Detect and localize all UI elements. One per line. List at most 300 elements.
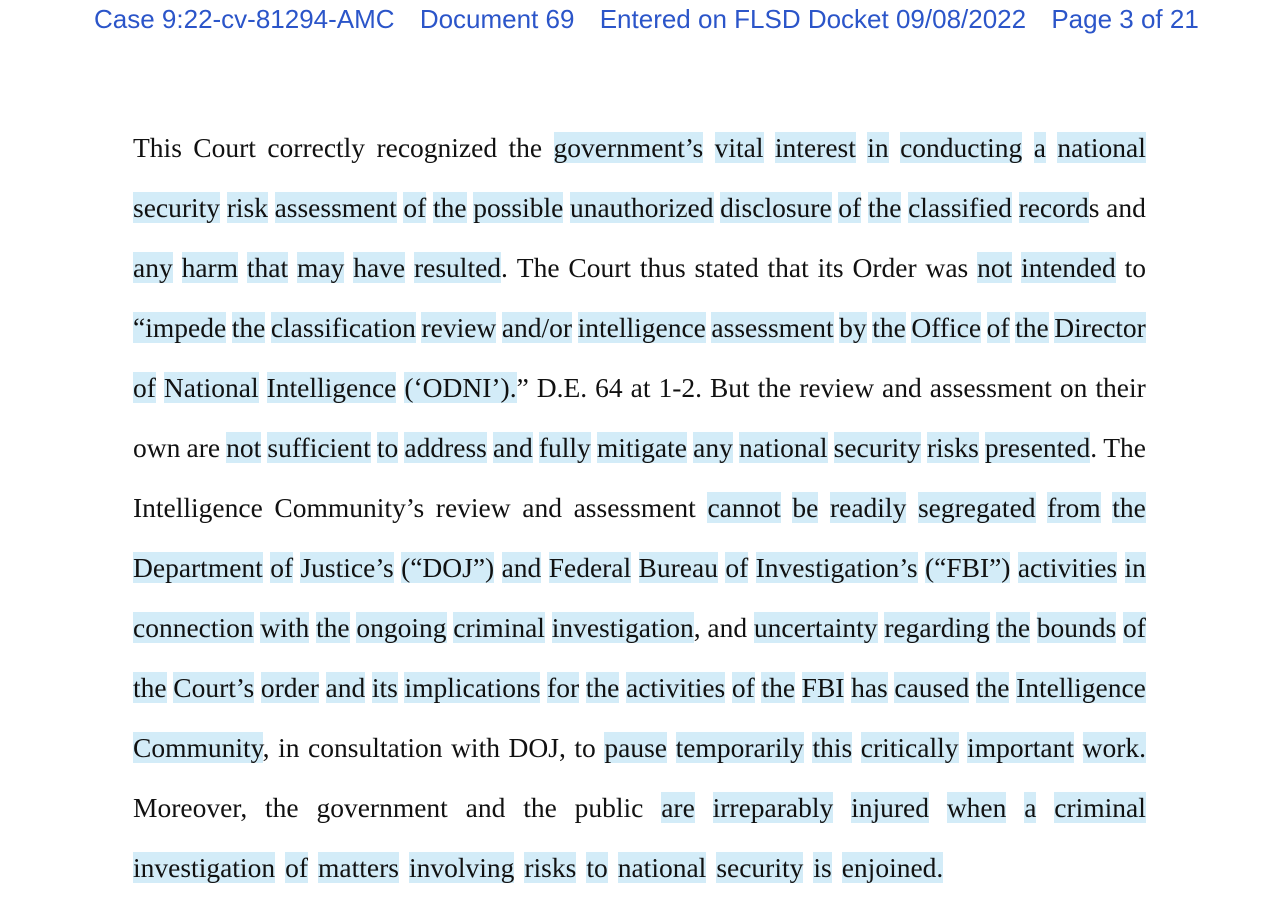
highlighted-text: important — [967, 732, 1075, 763]
word — [977, 238, 1012, 298]
word — [1057, 118, 1146, 178]
word — [1047, 478, 1100, 538]
word — [597, 418, 687, 478]
plain-text: thus — [639, 252, 686, 283]
word — [232, 298, 266, 358]
highlighted-text: is — [813, 852, 832, 883]
text-line — [133, 778, 1146, 838]
highlighted-text: assessment — [274, 192, 397, 223]
highlighted-text: Department — [133, 552, 263, 583]
word — [851, 778, 929, 838]
highlighted-text: classified — [908, 192, 1012, 223]
text-line — [133, 238, 1146, 298]
word — [524, 838, 576, 898]
word — [549, 538, 631, 598]
highlighted-text: and — [501, 552, 542, 583]
word — [376, 118, 497, 178]
word — [466, 778, 506, 838]
word — [925, 538, 1011, 598]
plain-text: their — [1095, 372, 1146, 403]
highlighted-text: temporarily — [675, 732, 804, 763]
plain-text: on — [1059, 372, 1088, 403]
word — [661, 778, 695, 838]
highlighted-text: and/or — [501, 312, 573, 343]
highlighted-text: activities — [625, 672, 726, 703]
word — [1015, 298, 1049, 358]
highlighted-text: uncertainty — [753, 612, 878, 643]
highlighted-text: irreparably — [712, 792, 834, 823]
word — [261, 658, 319, 718]
highlighted-text: its — [371, 672, 398, 703]
word — [676, 718, 804, 778]
docket-header — [94, 2, 1244, 36]
word — [133, 358, 156, 418]
word — [539, 418, 591, 478]
word — [930, 358, 1052, 418]
word — [193, 118, 256, 178]
highlighted-text: national — [617, 852, 707, 883]
highlighted-text: enjoined. — [841, 852, 944, 883]
highlighted-text: the — [872, 312, 906, 343]
plain-text: public — [574, 792, 644, 823]
body-paragraph — [133, 118, 1146, 898]
highlighted-text: Intelligence — [266, 372, 397, 403]
highlighted-text: intelligence — [577, 312, 706, 343]
highlighted-text: harm — [181, 252, 239, 283]
plain-text: was — [925, 252, 969, 283]
highlighted-text: the — [133, 672, 167, 703]
plain-text: that — [767, 252, 809, 283]
word — [267, 358, 397, 418]
highlighted-text: bounds — [1036, 612, 1117, 643]
highlighted-text: government’s — [553, 132, 704, 163]
word — [401, 538, 494, 598]
word — [326, 658, 366, 718]
word — [133, 478, 263, 538]
word — [799, 358, 874, 418]
case-number: Case 9:22-cv-81294-AMC — [94, 4, 395, 34]
highlighted-text: by — [839, 312, 867, 343]
word — [813, 838, 831, 898]
highlighted-text: review — [421, 312, 497, 343]
highlighted-text: FBI — [801, 672, 845, 703]
highlighted-text: not — [226, 432, 262, 463]
plain-text: and — [1106, 192, 1146, 223]
plain-text: Court — [193, 132, 256, 163]
word — [451, 718, 500, 778]
word — [775, 118, 856, 178]
plain-text: and — [707, 612, 748, 643]
word — [586, 838, 607, 898]
plain-text: assessment — [573, 492, 696, 523]
highlighted-text: possible — [473, 192, 564, 223]
word — [574, 718, 595, 778]
highlighted-text: that — [246, 252, 289, 283]
word — [421, 298, 496, 358]
word — [356, 598, 446, 658]
highlighted-text: the — [432, 192, 467, 223]
plain-text: But — [709, 372, 750, 403]
word — [725, 538, 748, 598]
text-line — [133, 598, 1146, 658]
word — [436, 478, 511, 538]
word — [278, 718, 299, 778]
highlighted-text: of — [285, 852, 308, 883]
word — [316, 598, 350, 658]
word — [537, 358, 587, 418]
word — [715, 118, 764, 178]
plain-text: are — [186, 432, 221, 463]
word — [133, 538, 263, 598]
word — [453, 598, 545, 658]
highlighted-text: resulted — [413, 252, 502, 283]
highlighted-text: of — [1123, 612, 1146, 643]
word — [812, 718, 852, 778]
highlighted-text: risk — [226, 192, 268, 223]
plain-text: and — [522, 492, 562, 523]
text-line — [133, 538, 1146, 598]
plain-text: own — [133, 432, 181, 463]
word — [693, 418, 733, 478]
highlighted-text: have — [353, 252, 406, 283]
word — [792, 478, 818, 538]
highlighted-text: (‘ODNI’). — [404, 372, 517, 403]
plain-text: government — [316, 792, 448, 823]
highlighted-text: implications — [404, 672, 541, 703]
plain-text: Order — [852, 252, 917, 283]
highlighted-text: criminal — [1054, 792, 1146, 823]
word — [695, 238, 759, 298]
plain-text: correctly — [267, 132, 366, 163]
highlighted-text: in — [867, 132, 889, 163]
word — [547, 658, 579, 718]
word — [570, 178, 714, 238]
plain-text: The — [1103, 432, 1146, 463]
highlighted-text: intended — [1021, 252, 1116, 283]
plain-text: at — [630, 372, 651, 403]
highlighted-text: a — [1033, 132, 1046, 163]
word — [133, 418, 180, 478]
plain-text: the — [508, 132, 543, 163]
highlighted-text: the — [1112, 492, 1146, 523]
word — [300, 538, 393, 598]
plain-text: to — [574, 732, 596, 763]
plain-text: its — [817, 252, 844, 283]
highlighted-text: the — [1015, 312, 1049, 343]
highlighted-text: in — [1124, 552, 1146, 583]
word — [173, 658, 254, 718]
text-line — [133, 298, 1146, 358]
word — [839, 298, 867, 358]
plain-text: This — [133, 132, 182, 163]
highlighted-text: classification — [270, 312, 416, 343]
word — [716, 838, 803, 898]
word — [133, 238, 173, 298]
highlighted-text: are — [661, 792, 695, 823]
highlighted-text: Bureau — [638, 552, 718, 583]
highlighted-text: National — [163, 372, 259, 403]
word — [574, 478, 696, 538]
word — [552, 598, 701, 658]
word — [987, 298, 1010, 358]
word — [267, 118, 365, 178]
plain-text: in — [278, 732, 300, 763]
word — [133, 298, 226, 358]
highlighted-text: sufficient — [267, 432, 371, 463]
highlighted-text: unauthorized — [569, 192, 714, 223]
text-line — [133, 358, 1146, 418]
word — [133, 718, 270, 778]
word — [830, 478, 906, 538]
word — [626, 658, 725, 718]
word — [403, 178, 426, 238]
highlighted-text: Court’s — [173, 672, 255, 703]
highlighted-text: conducting — [900, 132, 1023, 163]
word — [867, 118, 888, 178]
highlighted-text: the — [761, 672, 796, 703]
highlighted-text: investigation — [133, 852, 276, 883]
highlighted-text: any — [693, 432, 733, 463]
word — [1054, 298, 1146, 358]
plain-text: D.E. — [536, 372, 588, 403]
word — [578, 298, 706, 358]
word — [377, 418, 398, 478]
word — [631, 358, 651, 418]
word — [522, 478, 562, 538]
highlighted-text: injured — [851, 792, 929, 823]
word — [732, 658, 755, 718]
word — [575, 778, 644, 838]
highlighted-text: readily — [829, 492, 907, 523]
word — [509, 118, 543, 178]
plain-text: . — [501, 252, 508, 283]
word — [270, 538, 293, 598]
highlighted-text: fully — [538, 432, 591, 463]
highlighted-text: security — [133, 192, 221, 223]
text-line — [133, 418, 1146, 478]
plain-text: s — [1088, 192, 1100, 223]
word — [720, 178, 832, 238]
word — [985, 418, 1097, 478]
highlighted-text: national — [738, 432, 828, 463]
plain-text: The — [516, 252, 560, 283]
word — [164, 358, 259, 418]
highlighted-text: and — [492, 432, 533, 463]
word — [852, 238, 916, 298]
plain-text: Court — [568, 252, 632, 283]
highlighted-text: of — [725, 552, 749, 583]
word — [554, 118, 704, 178]
word — [316, 778, 447, 838]
word — [976, 658, 1010, 718]
highlighted-text: involving — [408, 852, 515, 883]
plain-text: Moreover, — [133, 792, 248, 823]
highlighted-text: Federal — [548, 552, 632, 583]
word — [1024, 778, 1036, 838]
highlighted-text: the — [231, 312, 266, 343]
plain-text: 1-2. — [658, 372, 702, 403]
word — [133, 778, 247, 838]
word — [274, 478, 424, 538]
word — [894, 658, 969, 718]
highlighted-text: not — [977, 252, 1013, 283]
highlighted-text: Justice’s — [300, 552, 394, 583]
word — [133, 598, 254, 658]
plain-text: stated — [694, 252, 759, 283]
word — [739, 418, 828, 478]
highlighted-text: has — [851, 672, 888, 703]
plain-text: , — [262, 732, 270, 763]
highlighted-text: interest — [774, 132, 856, 163]
word — [260, 598, 309, 658]
highlighted-text: criminal — [453, 612, 545, 643]
word — [1037, 598, 1116, 658]
highlighted-text: critically — [860, 732, 959, 763]
plain-text: the — [523, 792, 557, 823]
highlighted-text: disclosure — [720, 192, 832, 223]
highlighted-text: of — [986, 312, 1010, 343]
highlighted-text: “impede — [133, 312, 227, 343]
highlighted-text: and — [325, 672, 366, 703]
highlighted-text: to — [586, 852, 608, 883]
highlighted-text: from — [1047, 492, 1101, 523]
highlighted-text: security — [833, 432, 921, 463]
highlighted-text: of — [731, 672, 755, 703]
word — [861, 718, 959, 778]
word — [1021, 238, 1116, 298]
highlighted-text: of — [403, 192, 427, 223]
word — [509, 718, 566, 778]
word — [707, 598, 747, 658]
plain-text: consultation — [308, 732, 443, 763]
word — [707, 478, 780, 538]
highlighted-text: assessment — [711, 312, 834, 343]
highlighted-text: presented — [984, 432, 1091, 463]
word — [226, 418, 261, 478]
word — [754, 598, 878, 658]
highlighted-text: caused — [894, 672, 970, 703]
highlighted-text: Director — [1054, 312, 1146, 343]
word — [247, 238, 288, 298]
plain-text: with — [451, 732, 500, 763]
highlighted-text: of — [838, 192, 862, 223]
highlighted-text: the — [585, 672, 620, 703]
word — [908, 178, 1012, 238]
word — [756, 538, 918, 598]
word — [604, 718, 667, 778]
highlighted-text: the — [867, 192, 902, 223]
page-number: Page 3 of 21 — [1051, 4, 1199, 34]
text-line — [133, 178, 1146, 238]
highlighted-text: matters — [318, 852, 399, 883]
word — [834, 418, 921, 478]
word — [404, 418, 486, 478]
plain-text: assessment — [929, 372, 1052, 403]
word — [318, 838, 399, 898]
word — [868, 178, 902, 238]
plain-text: Community’s — [274, 492, 425, 523]
highlighted-text: pause — [604, 732, 667, 763]
highlighted-text: be — [792, 492, 819, 523]
highlighted-text: mitigate — [596, 432, 687, 463]
word — [618, 838, 707, 898]
highlighted-text: Intelligence — [1016, 672, 1146, 703]
highlighted-text: risks — [524, 852, 577, 883]
word — [133, 838, 275, 898]
highlighted-text: risks — [926, 432, 979, 463]
word — [1083, 718, 1146, 778]
word — [271, 298, 416, 358]
highlighted-text: (“FBI”) — [924, 552, 1011, 583]
text-line — [133, 478, 1146, 538]
word — [900, 118, 1022, 178]
text-line — [133, 658, 1146, 718]
word — [1018, 538, 1117, 598]
word — [568, 238, 631, 298]
word — [285, 838, 308, 898]
highlighted-text: the — [996, 612, 1031, 643]
highlighted-text: Community — [133, 732, 263, 763]
word — [658, 358, 702, 418]
plain-text: DOJ, — [508, 732, 566, 763]
word — [1125, 538, 1146, 598]
highlighted-text: investigation — [551, 612, 694, 643]
word — [267, 418, 370, 478]
word — [925, 238, 968, 298]
word — [1106, 178, 1146, 238]
document-number: Document 69 — [419, 4, 575, 34]
word — [414, 238, 508, 298]
word — [967, 718, 1074, 778]
highlighted-text: address — [404, 432, 487, 463]
word — [433, 178, 467, 238]
highlighted-text: national — [1057, 132, 1146, 163]
highlighted-text: the — [316, 612, 350, 643]
plain-text: and — [465, 792, 506, 823]
word — [802, 658, 845, 718]
word — [1016, 658, 1146, 718]
word — [523, 778, 557, 838]
word — [404, 358, 528, 418]
word — [502, 298, 572, 358]
word — [297, 238, 344, 298]
highlighted-text: this — [812, 732, 853, 763]
word — [409, 838, 514, 898]
highlighted-text: may — [297, 252, 345, 283]
word — [133, 178, 220, 238]
word — [838, 178, 861, 238]
highlighted-text: connection — [133, 612, 254, 643]
word — [133, 658, 167, 718]
highlighted-text: segregated — [917, 492, 1036, 523]
highlighted-text: any — [133, 252, 173, 283]
word — [996, 598, 1030, 658]
word — [927, 418, 979, 478]
word — [818, 238, 844, 298]
plain-text: to — [1124, 252, 1146, 283]
highlighted-text: vital — [714, 132, 764, 163]
highlighted-text: order — [260, 672, 319, 703]
word — [1125, 238, 1146, 298]
word — [353, 238, 405, 298]
word — [842, 838, 944, 898]
word — [882, 358, 922, 418]
word — [947, 778, 1007, 838]
highlighted-text: when — [946, 792, 1007, 823]
word — [911, 298, 981, 358]
plain-text: the — [757, 372, 792, 403]
word — [517, 238, 560, 298]
